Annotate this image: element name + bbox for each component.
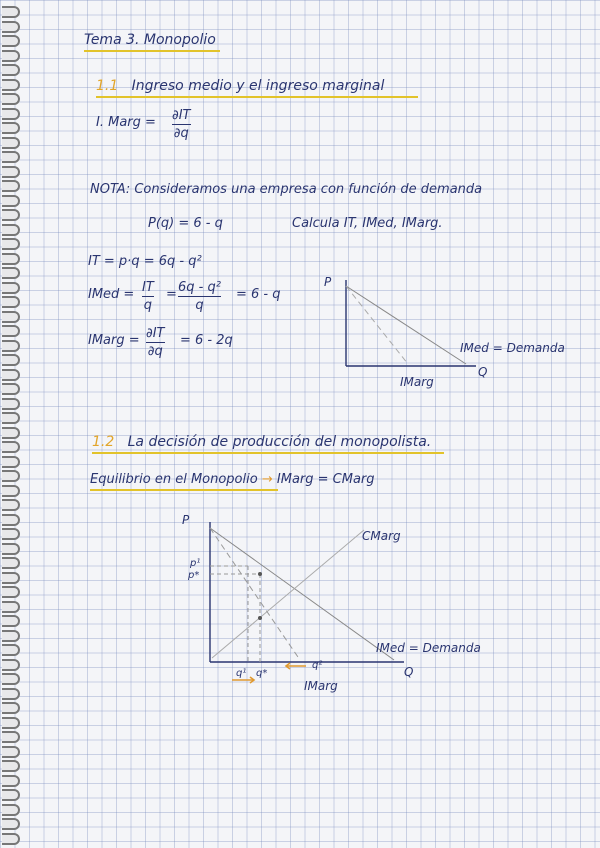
demand-function: P(q) = 6 - q [148,216,223,231]
graph-1-q-label: Q [478,365,488,379]
imarg-den: ∂q [147,344,163,359]
section-2-title: La decisión de producción del monopolista. [127,434,432,450]
section-1-heading [96,78,384,94]
graph-1-p-label: P [324,275,332,289]
spiral-ring [2,789,20,801]
spiral-ring [2,137,20,149]
spiral-ring [2,151,20,163]
imed-den2: q [195,298,204,313]
graph-1 [300,268,580,400]
spiral-ring [2,659,20,671]
spiral-ring [2,833,20,845]
graph-2-imarg-label: IMarg [304,679,338,693]
spiral-ring [2,644,20,656]
spiral-ring [2,383,20,395]
spiral-ring [2,456,20,468]
spiral-ring [2,325,20,337]
section-1-number: 1.1 [96,78,119,94]
nota-text: NOTA: Consideramos una empresa con función de demanda [90,182,483,197]
spiral-ring [2,586,20,598]
task-text: Calcula IT, IMed, IMarg. [292,216,443,231]
graph-2 [168,508,498,700]
graph-2-q1-label: q¹ [236,668,247,679]
imed-den: q [143,298,153,313]
spiral-ring [2,253,20,265]
spiral-ring [2,717,20,729]
spiral-ring [2,702,20,714]
spiral-ring [2,296,20,308]
spiral-ring [2,267,20,279]
graph-2-demand-line [210,528,394,660]
imarg-numerator: ∂IT [172,108,191,123]
graph-2-q2-label: q² [312,660,323,671]
spiral-ring [2,470,20,482]
spiral-ring [2,195,20,207]
spiral-ring [2,412,20,424]
spiral-ring [2,354,20,366]
imarg-lhs: IMarg = [88,333,140,348]
equilibrium-underline [90,489,278,491]
spiral-ring [2,35,20,47]
spiral-ring [2,50,20,62]
spiral-ring [2,79,20,91]
spiral-ring [2,369,20,381]
page-title: Tema 3. Monopolio [84,32,216,48]
graph-2-imed-label: IMed = Demanda [376,641,481,655]
spiral-ring [2,340,20,352]
graph-1-imed-label: IMed = Demanda [460,341,565,355]
graph-2-pstar-label: p* [188,570,200,581]
spiral-ring [2,108,20,120]
spiral-ring [2,64,20,76]
spiral-ring [2,572,20,584]
spiral-ring [2,93,20,105]
spiral-ring [2,688,20,700]
spiral-ring [2,485,20,497]
imed-num2: 6q - q² [178,280,221,295]
graph-1-imarg-line [346,286,408,364]
graph-1-demand-line [346,286,466,364]
spiral-ring [2,499,20,511]
graph-2-cmarg-line [212,530,364,658]
spiral-ring [2,615,20,627]
spiral-ring [2,818,20,830]
section-1-title: Ingreso medio y el ingreso marginal [131,78,385,94]
graph-2-intersection-point [258,616,262,620]
imarg-result: = 6 - 2q [180,333,233,348]
spiral-ring [2,398,20,410]
graph-2-qstar-label: q* [256,668,268,679]
spiral-ring [2,166,20,178]
section-1-underline [96,96,418,98]
imarg-denominator: ∂q [173,126,189,141]
spiral-ring [2,673,20,685]
imed-fraction-1 [142,280,154,313]
spiral-ring [2,731,20,743]
spiral-ring [2,528,20,540]
spiral-ring [2,6,20,18]
spiral-ring [2,282,20,294]
equilibrium-text: Equilibrio en el Monopolio [90,472,258,487]
spiral-ring [2,557,20,569]
spiral-ring [2,311,20,323]
imarg-num: ∂IT [146,326,165,341]
graph-2-equilibrium-point [258,572,262,576]
spiral-ring [2,804,20,816]
total-revenue-eq: IT = p·q = 6q - q² [88,254,202,269]
spiral-ring [2,180,20,192]
graph-2-imarg-line [210,528,300,660]
imed-lhs: IMed = [88,287,135,302]
spiral-ring [2,238,20,250]
spiral-ring [2,224,20,236]
spiral-ring [2,760,20,772]
graph-2-p1-label: p¹ [190,558,201,569]
imarg-definition-lhs: I. Marg = [96,115,156,130]
arrow-icon: → [261,472,273,487]
spiral-ring [2,630,20,642]
equilibrium-condition: IMarg = CMarg [276,472,375,487]
spiral-ring [2,775,20,787]
spiral-ring [2,122,20,134]
spiral-ring [2,21,20,33]
imed-fraction-2 [178,280,221,313]
section-2-number: 1.2 [92,434,115,450]
spiral-ring [2,427,20,439]
section-2-heading [92,434,431,450]
imed-equals: = [166,287,177,302]
spiral-ring [2,746,20,758]
title-underline [84,50,220,52]
spiral-ring [2,601,20,613]
spiral-ring [2,441,20,453]
graph-2-cmarg-label: CMarg [362,529,401,543]
graph-2-p-label: P [182,513,190,527]
imed-result: = 6 - q [236,287,281,302]
graph-2-q-label: Q [404,665,414,679]
spiral-ring [2,209,20,221]
spiral-ring [2,543,20,555]
equilibrium-line [90,472,375,487]
imarg-definition-fraction [172,108,191,141]
spiral-ring [2,514,20,526]
spiral-binding [0,0,22,848]
section-2-underline [92,452,444,454]
imarg-fraction [146,326,165,359]
imed-num: IT [142,280,154,295]
graph-1-imarg-label: IMarg [400,375,434,389]
